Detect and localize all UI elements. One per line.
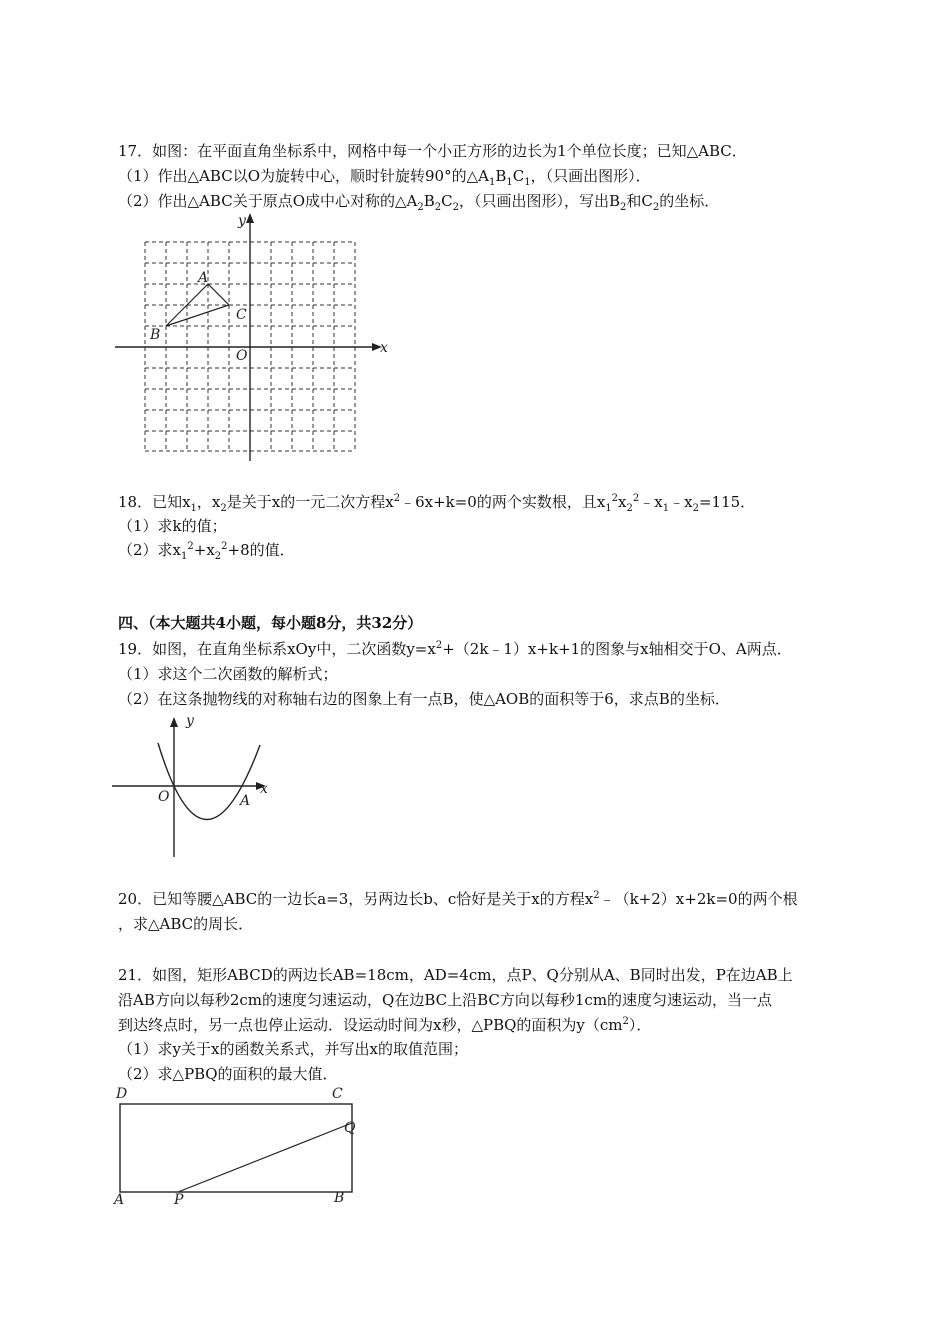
q18-part1: （1）求k的值； [118,517,227,535]
q17-part1: （1）作出△ABC以O为旋转中心，顺时针旋转90°的$\triangle A_1B_1C_1$，（只画出图形）． [118,167,651,188]
q18-stem: 18．已知$x_1$，$x_2$是关于x的一元二次方程$x^2﹣6x+k=0$的两个实数根，且$x_1^2x_2^2﹣x_1﹣x_2=115$． [118,493,756,514]
q17-origin-O: O [236,348,248,364]
q21-point-D: D [116,1086,128,1102]
q20-stem: 20．已知等腰△ABC的一边长a=3，另两边长b、c恰好是关于x的方程$x^2﹣(k+2)x+2k=0$的两个根 [118,890,798,908]
q19-point-A: A [240,793,251,809]
q19-stem: 19．如图，在直角坐标系xOy中，二次函数$y=x^2+(2k﹣1)x+k+1$的图象与x轴相交于O、A两点． [118,640,792,658]
q17-part2: （2）作出△ABC关于原点O成中心对称的$\triangle A_2B_2C_2$，（只画出图形），写出$B_2$和$C_2$的坐标． [118,192,720,213]
q19-origin-O: O [158,789,170,805]
q17-stem: 17．如图：在平面直角坐标系中，网格中每一个小正方形的边长为1个单位长度；已知△ABC． [118,142,747,160]
q19-x-label: x [260,781,268,797]
q19-parabola-figure [110,705,290,865]
q21-part2: （2）求△PBQ的面积的最大值． [118,1065,338,1083]
q21-point-B: B [334,1190,345,1206]
q21-line3: 到达终点时，另一点也停止运动．设运动时间为x秒，△PBQ的面积为$y(cm^2)$． [118,1016,652,1034]
q21-point-Q: Q [344,1120,356,1136]
q21-part1: （1）求y关于x的函数关系式，并写出x的取值范围； [118,1040,468,1058]
q21-point-C: C [332,1086,343,1102]
q17-point-B: B [150,327,161,343]
section-four-heading: 四、（本大题共4小题，每小题8分，共32分） [118,614,423,632]
q17-point-A: A [198,270,209,286]
q21-line1: 21．如图，矩形ABCD的两边长AB=18cm，AD=4cm，点P、Q分别从A、B同时出发，P在边AB上 [118,966,793,984]
q19-part1: （1）求这个二次函数的解析式； [118,665,338,683]
q17-point-C: C [236,307,247,323]
q21-line2: 沿AB方向以每秒2cm的速度匀速运动，Q在边BC上沿BC方向以每秒1cm的速度匀速运动，当一点 [118,991,773,1009]
q17-y-label: y [238,213,246,229]
q18-part2: （2）求$x_1^2+x_2^2+8$的值． [118,541,295,562]
q17-grid-figure [100,205,400,467]
q21-point-A: A [114,1192,125,1208]
q21-rectangle-figure [110,1082,370,1212]
q19-part2: （2）在这条抛物线的对称轴右边的图象上有一点B，使△AOB的面积等于6，求点B的坐标． [118,690,730,708]
q20-stem-cont: ，求△ABC的周长． [118,915,254,933]
q19-y-label: y [186,713,194,729]
q21-point-P: P [174,1192,184,1208]
q17-x-label: x [380,340,388,356]
